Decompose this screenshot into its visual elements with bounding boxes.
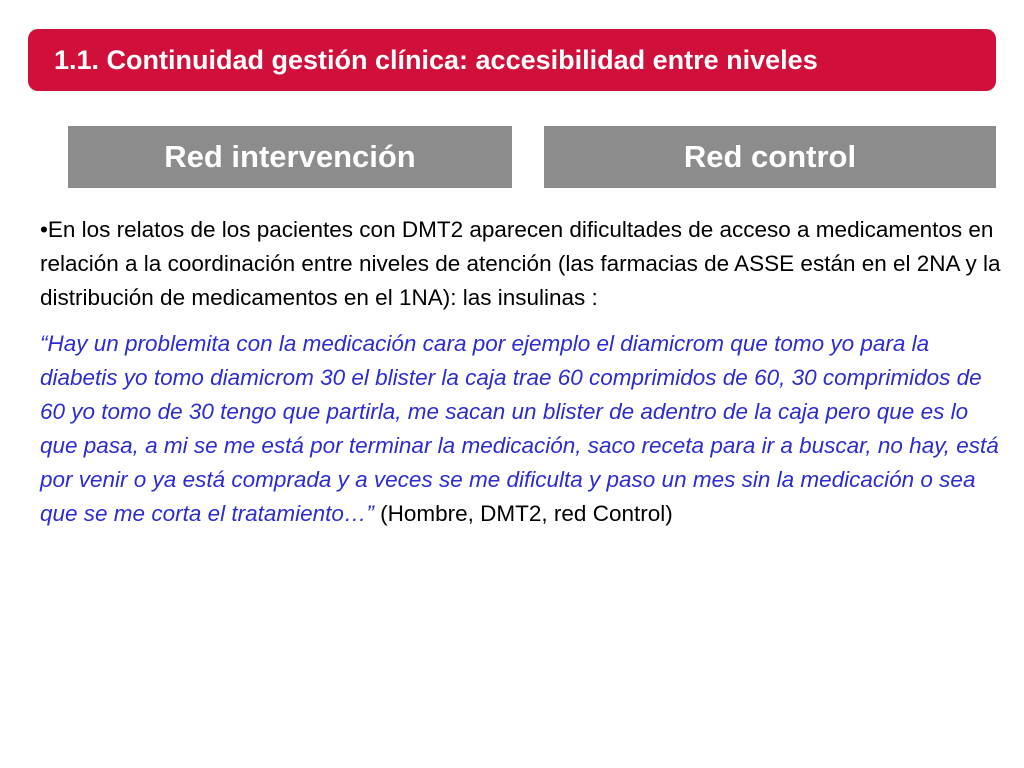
bullet-paragraph: •En los relatos de los pacientes con DMT2 aparecen dificultades de acceso a medicamentos en relación a la coordinación entre niveles de atención (las farmacias de ASSE están en el 2NA y la distribución de medicamentos en el 1NA): las insulinas : [40, 217, 1001, 310]
header-red-control: Red control [544, 126, 996, 188]
quote-paragraph [40, 327, 1002, 531]
header-red-intervencion: Red intervención [68, 126, 512, 188]
patient-quote: “Hay un problemita con la medicación cara por ejemplo el diamicrom que tomo yo para la diabetis yo tomo diamicrom 30 el blister la caja trae 60 comprimidos de 60, 30 comprimidos de 60 yo tomo de 30 tengo que partirla, me sacan un blister de adentro de la caja pero que es lo que pasa, a mi se me está por terminar la medicación, saco receta para ir a buscar, no hay, está por venir o ya está comprada y a veces se me dificulta y paso un mes sin la medicación o sea que se me corta el tratamiento…” [40, 331, 999, 526]
slide-title: 1.1. Continuidad gestión clínica: accesibilidad entre niveles [54, 44, 818, 75]
quote-attribution: (Hombre, DMT2, red Control) [373, 501, 673, 526]
title-bar [28, 29, 996, 91]
body-text [40, 213, 1002, 531]
